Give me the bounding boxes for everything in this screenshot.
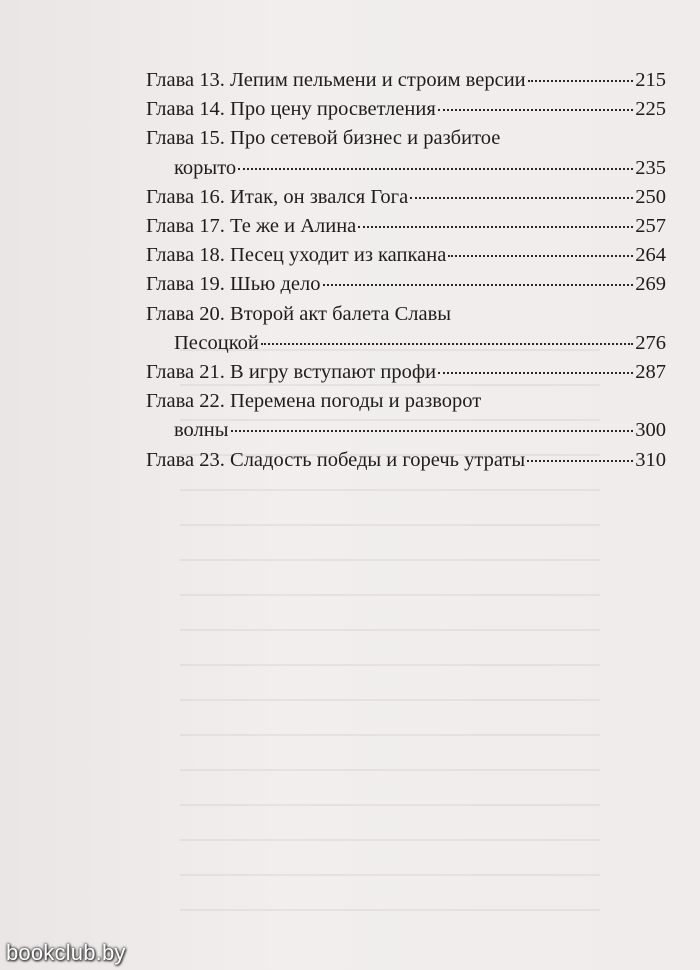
toc-page-number: 276 [635, 331, 666, 354]
toc-entry [146, 66, 666, 95]
toc-entry-title: Глава 18. Песец уходит из капкана [146, 244, 447, 267]
toc-page-number: 235 [635, 156, 666, 179]
toc-entry-continuation [146, 416, 666, 445]
toc-entry-title-cont: волны [174, 419, 229, 442]
dot-leader [448, 255, 633, 257]
dot-leader [231, 430, 634, 432]
dot-leader [527, 460, 633, 462]
toc-entry [146, 95, 666, 124]
toc-entry [146, 358, 666, 387]
toc-entry-title-cont: Песоцкой [174, 331, 259, 354]
toc-entry-title: Глава 15. Про сетевой бизнес и разбитое [146, 127, 501, 150]
toc-page-number: 215 [635, 69, 666, 91]
toc-page-number: 264 [635, 244, 666, 267]
table-of-contents [146, 66, 666, 475]
toc-page-number: 269 [635, 273, 666, 296]
toc-entry [146, 183, 666, 212]
toc-entry [146, 387, 666, 416]
watermark-text: bookclub.by [6, 940, 126, 965]
toc-entry-continuation [146, 154, 666, 183]
toc-entry-title: Глава 19. Шью дело [146, 273, 321, 296]
dot-leader [323, 284, 634, 286]
toc-entry [146, 124, 666, 153]
toc-entry-title: Глава 20. Второй акт балета Славы [146, 302, 452, 325]
toc-entry [146, 300, 666, 329]
toc-page-number: 257 [635, 215, 666, 238]
dot-leader [438, 372, 633, 374]
toc-entry [146, 446, 666, 475]
dot-leader [238, 168, 633, 170]
toc-page-number: 310 [635, 448, 666, 471]
toc-entry [146, 241, 666, 270]
toc-entry-title: Глава 21. В игру вступают профи [146, 361, 437, 384]
toc-entry-title: Глава 23. Сладость победы и горечь утраты [146, 448, 526, 471]
toc-page-number: 287 [635, 361, 666, 384]
toc-page-number: 225 [635, 98, 666, 121]
toc-entry-title-cont: корыто [174, 156, 237, 179]
toc-entry-title: Глава 17. Те же и Алина [146, 215, 357, 238]
toc-entry-title: Глава 22. Перемена погоды и разворот [146, 390, 482, 413]
dot-leader [528, 80, 634, 82]
toc-page-number: 250 [635, 185, 666, 208]
toc-entry-title: Глава 16. Итак, он звался Гога [146, 185, 409, 208]
dot-leader [261, 343, 633, 345]
toc-entry [146, 212, 666, 241]
toc-entry-title: Глава 14. Про цену просветления [146, 98, 436, 121]
toc-entry-title: Глава 13. Лепим пельмени и строим версии [146, 69, 526, 91]
toc-entry [146, 270, 666, 299]
toc-entry-continuation [146, 329, 666, 358]
dot-leader [410, 197, 633, 199]
dot-leader [358, 226, 633, 228]
toc-page-number: 300 [635, 419, 666, 442]
dot-leader [438, 109, 633, 111]
